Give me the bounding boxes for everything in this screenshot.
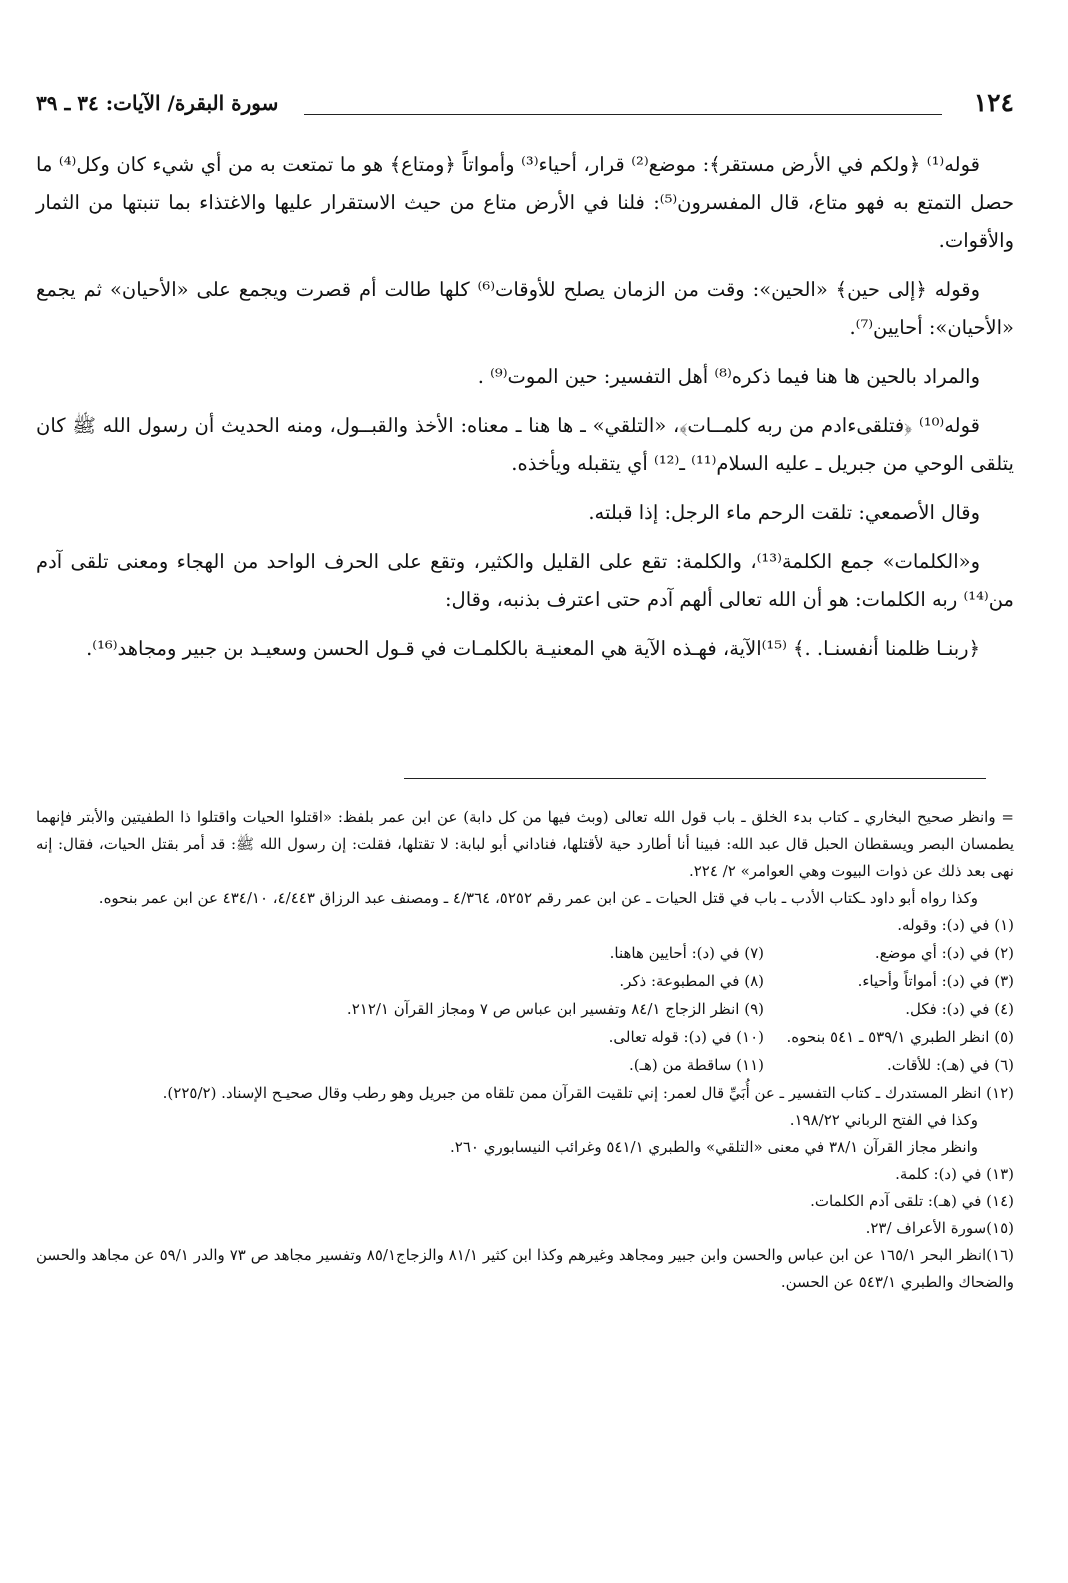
page-number: ١٢٤ [973, 88, 1014, 117]
footnote: (٦) في (هـ): للأقات. [887, 1056, 1014, 1074]
footnote: (٧) في (د): أحايين هاهنا. [609, 944, 764, 962]
footnote: (٨) في المطبوعة: ذكر. [619, 972, 764, 990]
footnote-continuation: وانظر مجاز القرآن ٣٨/١ في معنى «التلقي» والطبري ٥٤١/١ وغرائب النيسابوري ٢٦٠. [450, 1138, 978, 1156]
header-rule [304, 114, 942, 115]
footnote-continuation: وكذا رواه أبو داود ـكتاب الأدب ـ باب في قتل الحيات ـ عن ابن عمر رقم ٥٢٥٢، ٤/٣٦٤ ـ ومصنف عبد الرزاق ٤/٤٤٣، ٤٣٤/١٠ عن ابن عمر بنحوه. [98, 889, 978, 907]
paragraph: والمراد بالحين ها هنا فيما ذكره⁽⁸⁾ أهل التفسير: حين الموت⁽⁹⁾ . [477, 365, 980, 388]
footnote: (٩) انظر الزجاج ٨٤/١ وتفسير ابن عباس ص ٧ ومجاز القرآن ٢١٢/١. [346, 1000, 764, 1018]
footnote: (١٥)سورة الأعراف /٢٣. [865, 1219, 1014, 1237]
running-title: سورة البقرة/ الآيات: ٣٤ ـ ٣٩ [36, 91, 279, 115]
footnote-continuation: = وانظر صحيح البخاري ـ كتاب بدء الخلق ـ باب قول الله تعالى (وبث فيها من كل دابة) عن ابن عمر بلفظ: «اقتلوا الحيات واقتلوا ذا الطفيتين والأبتر فإنهما يطمسان البصر ويسقطان الحبل قال عبد الله: فبينا أنا أطارد حية لأقتلها، فناداني أبو لبابة: لا تقتلها، فقلت: إن رسول الله ﷺ: قد أمر بقتل الحيات، فقال: إنه نهى بعد ذلك عن ذوات البيوت وهي العوامر» ٢/ ٢٢٤. [36, 808, 1014, 880]
page-header [36, 88, 1014, 122]
footnote-divider [404, 778, 986, 779]
footnote: (١٣) في (د): كلمة. [895, 1165, 1014, 1183]
paragraph: ﴿ربنـا ظلمنا أنفسنـا. .﴾ ⁽¹⁵⁾الآية، فهـذه الآية هي المعنيـة بالكلمـات في قـول الحسن وسعيـد بن جبير ومجاهد⁽¹⁶⁾. [86, 637, 980, 660]
footnote: (١١) ساقطة من (هـ). [628, 1056, 764, 1074]
footnote: (٣) في (د): أمواتاً وأحياء. [857, 972, 1014, 990]
footnote: (٥) انظر الطبري ٥٣٩/١ ـ ٥٤١ بنحوه. [786, 1028, 1014, 1046]
footnote: (١٦)انظر البحر ١٦٥/١ عن ابن عباس والحسن وابن جبير ومجاهد وغيرهم وكذا ابن كثير ٨١/١ والزجاج٨٥/١ وتفسير مجاهد ص ٧٣ والدر ٥٩/١ عن مجاهد والحسن والضحاك والطبري ٥٤٣/١ عن الحسن. [36, 1246, 1014, 1291]
footnote-column-left [36, 912, 764, 1080]
footnote: (٢) في (د): أي موضع. [874, 944, 1014, 962]
paragraph: قوله⁽¹⁰⁾ ﴿فتلقىءادم من ربه كلمــات﴾، «التلقي» ـ ها هنا ـ معناه: الأخذ والقبــول، ومنه الحديث أن رسول الله ﷺ كان يتلقى الوحي من جبريل ـ عليه السلام⁽¹¹⁾ ـ⁽¹²⁾ أي يتقبله ويأخذه. [36, 414, 1014, 475]
paragraph: وقال الأصمعي: تلقت الرحم ماء الرجل: إذا قبلته. [588, 501, 980, 524]
footnote-columns [36, 912, 1014, 1080]
footnote: (١) في (د): وقوله. [897, 916, 1014, 934]
paragraph: قوله⁽¹⁾ ﴿ولكم في الأرض مستقر﴾: موضع⁽²⁾ قرار، أحياء⁽³⁾ وأمواتاً ﴿ومتاع﴾ هو ما تمتعت به من أي شيء كان وكل⁽⁴⁾ ما حصل التمتع به فهو متاع، قال المفسرون⁽⁵⁾: فلنا في الأرض متاع من حيث الاستقرار عليها والاغتذاء بما تنبتها من الثمار والأقوات. [36, 153, 1015, 252]
footnote: (١٠) في (د): قوله تعالى. [608, 1028, 764, 1046]
footnote-column-right [764, 912, 1014, 1080]
footnote-continuation: وكذا في الفتح الرباني ١٩٨/٢٢. [789, 1111, 978, 1129]
footnote: (٤) في (د): فكل. [905, 1000, 1014, 1018]
paragraph: وقوله ﴿إلى حين﴾ «الحين»: وقت من الزمان يصلح للأوقات⁽⁶⁾ كلها طالت أم قصرت ويجمع على «الأحيان» ثم يجمع «الأحيان»: أحايين⁽⁷⁾. [36, 278, 1014, 339]
paragraph: و«الكلمات» جمع الكلمة⁽¹³⁾، والكلمة: تقع على القليل والكثير، وتقع على الحرف الواحد من الهجاء ومعنى تلقى آدم من⁽¹⁴⁾ ربه الكلمات: هو أن الله تعالى ألهم آدم حتى اعترف بذنبه، وقال: [36, 550, 1014, 611]
footnote: (١٤) في (هـ): تلقى آدم الكلمات. [810, 1192, 1014, 1210]
footnotes [36, 804, 1014, 1296]
main-text [36, 146, 1014, 668]
footnote: (١٢) انظر المستدرك ـ كتاب التفسير ـ عن أُبَيِّ قال لعمر: إني تلقيت القرآن ممن تلقاه من جبريل وهو رطب وقال صحيـح الإسناد. (٢٢٥/٢). [162, 1084, 1014, 1102]
